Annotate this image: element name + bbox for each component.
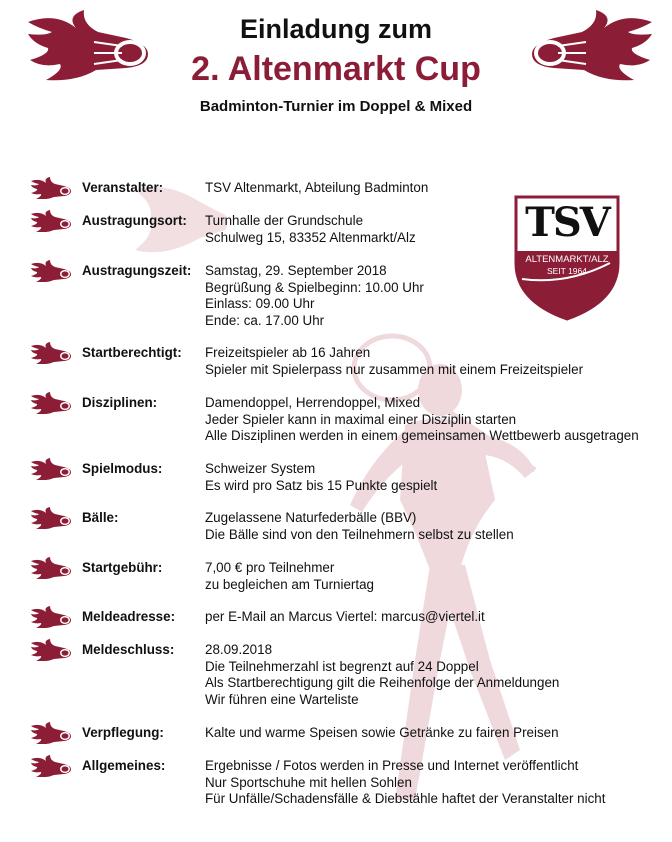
info-value-line: Einlass: 09.00 Uhr [205,296,315,311]
info-value-line: Freizeitspieler ab 16 Jahren [205,345,371,360]
info-value-line: Begrüßung & Spielbeginn: 10.00 Uhr [205,279,424,295]
info-value [205,461,437,494]
info-value-line: Es wird pro Satz bis 15 Punkte gespielt [205,477,438,493]
info-value [205,758,605,808]
info-label: Allgemeines: [82,758,166,773]
email-contact[interactable]: per E-Mail an Marcus Viertel: marcus@viertel.it [205,609,485,624]
info-value-line: Die Bälle sind von den Teilnehmern selbst zu stellen [205,526,514,542]
tournament-subtitle: Badminton-Turnier im Doppel & Mixed [199,98,473,115]
info-value [205,510,514,543]
tsv-logo [512,193,622,321]
info-label: Austragungszeit: [82,263,192,278]
shuttlecock-bullet-icon [30,392,72,414]
info-label: Meldeschluss: [82,642,175,657]
shuttlecock-bullet-icon [30,507,72,529]
info-value [205,180,428,197]
shuttlecock-bullet-icon [30,260,72,282]
shuttlecock-bullet-icon [30,458,72,480]
info-label: Veranstalter: [82,180,164,195]
shuttlecock-bullet-icon [30,722,72,744]
cup-title: 2. Altenmarkt Cup [191,50,481,88]
info-value [205,609,485,626]
info-label: Startberechtigt: [82,345,182,360]
info-value [205,263,424,329]
info-value-line: Wir führen eine Warteliste [205,691,359,707]
info-value-line: Die Teilnehmerzahl ist begrenzt auf 24 Doppel [205,658,479,674]
info-value [205,345,583,378]
shuttlecock-bullet-icon [30,639,72,661]
info-value-line: 7,00 € pro Teilnehmer [205,560,335,575]
tsv-letters: TSV [525,199,609,246]
info-value-line: Ergebnisse / Fotos werden in Presse und Internet veröffentlicht [205,758,579,773]
info-value-line: TSV Altenmarkt, Abteilung Badminton [205,180,429,195]
tsv-since: SEIT 1964 [546,266,587,276]
shuttlecock-bullet-icon [30,342,72,364]
info-label: Startgebühr: [82,560,163,575]
info-value-line: Für Unfälle/Schadensfälle & Diebstähle haftet der Veranstalter nicht [205,791,606,806]
shuttlecock-bullet-icon [30,210,72,232]
info-value-line: Spieler mit Spielerpass nur zusammen mit einem Freizeitspieler [205,361,584,377]
info-value-line: Alle Disziplinen werden in einem gemeinsamen Wettbewerb ausgetragen [205,428,639,443]
tsv-club-name: ALTENMARKT/ALZ [525,254,609,265]
info-label: Bälle: [82,510,119,525]
info-value-line: Turnhalle der Grundschule [205,213,364,228]
info-value-line: Zugelassene Naturfederbälle (BBV) [205,510,417,525]
info-value-line: Samstag, 29. September 2018 [205,263,387,278]
shuttlecock-bullet-icon [30,755,72,777]
info-value-line: Nur Sportschuhe mit hellen Sohlen [205,774,412,790]
info-value-line: Schulweg 15, 83352 Altenmarkt/Alz [205,229,416,245]
info-label: Austragungsort: [82,213,187,228]
info-value-line: Schweizer System [205,461,316,476]
info-value [205,725,559,742]
shuttlecock-bullet-icon [30,557,72,579]
info-value-line: Kalte und warme Speisen sowie Getränke zu fairen Preisen [205,725,559,740]
info-value-line: Jeder Spieler kann in maximal einer Disziplin starten [205,411,517,427]
info-label: Spielmodus: [82,461,163,476]
shuttlecock-bullet-icon [30,606,72,628]
shuttlecock-bullet-icon [30,177,72,199]
info-label: Meldeadresse: [82,609,176,624]
info-value-line: Als Startberechtigung gilt die Reihenfolge der Anmeldungen [205,675,560,690]
info-value [205,560,374,593]
info-label: Disziplinen: [82,395,158,410]
info-value-line: 28.09.2018 [205,642,273,657]
info-value-line: Damendoppel, Herrendoppel, Mixed [205,395,421,410]
info-value [205,642,559,708]
info-label: Verpflegung: [82,725,164,740]
info-value [205,213,416,246]
info-value-line: zu begleichen am Turniertag [205,576,374,592]
invitation-title: Einladung zum [240,14,432,44]
info-value-line: Ende: ca. 17.00 Uhr [205,312,325,328]
info-value [205,395,639,445]
